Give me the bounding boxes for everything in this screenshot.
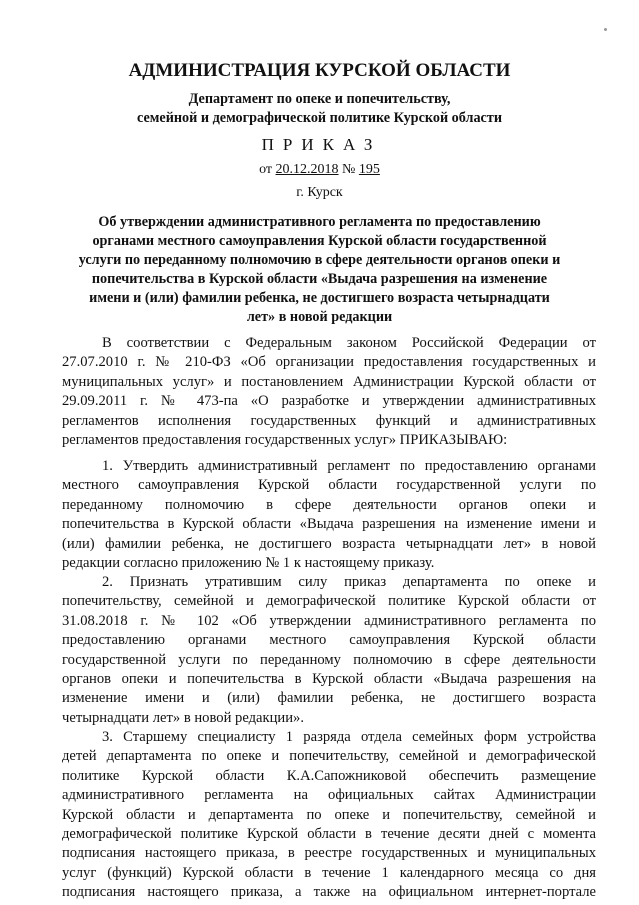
- text-line: административного регламента на официальных сайтах Администрации: [62, 787, 596, 804]
- text-line: регламентов исполнения государственных функций и административных: [62, 412, 596, 429]
- department-line: семейной и демографической политике Курской области: [136, 110, 502, 126]
- organization-heading: АДМИНИСТРАЦИЯ КУРСКОЙ ОБЛАСТИ: [128, 60, 511, 81]
- text-line: муниципальных услуг» и постановлением Администрации Курской области от: [62, 373, 596, 390]
- text-line: органов опеки и попечительства в Курской области «Выдача разрешения на: [62, 670, 596, 687]
- text-line: 27.07.2010 г. № 210-ФЗ «Об организации предоставления государственных и: [62, 354, 596, 371]
- text-line: редакции согласно приложению № 1 к настоящему приказу.: [62, 554, 435, 571]
- text-line: государственной услуги по переданному полномочию в сфере деятельности: [62, 651, 596, 668]
- text-line: попечительства в Курской области «Выдача разрешения на изменение имени и: [62, 516, 596, 533]
- text-line: 2. Признать утратившим силу приказ департамента по опеке и: [102, 574, 596, 590]
- text-line: 1. Утвердить административный регламент по предоставлению органами: [102, 458, 596, 474]
- text-line: В соответствии с Федеральным законом Российской Федерации от: [102, 335, 596, 351]
- text-line: (или) фамилии ребенка, не достигшего возраста четырнадцати лет» в новой: [62, 535, 596, 552]
- title-line: Об утверждении административного регламента по предоставлению: [98, 214, 541, 230]
- department-line: Департамент по опеке и попечительству,: [188, 91, 451, 107]
- number-sign: №: [342, 162, 356, 177]
- text-line: регламентов предоставления государственных услуг» ПРИКАЗЫВАЮ:: [62, 431, 508, 448]
- order-item-2: [62, 573, 596, 728]
- text-line: услуг (функций) Курской области в течение 1 календарного месяца со дня: [62, 864, 596, 881]
- title-line: органами местного самоуправления Курской области государственной: [92, 233, 547, 249]
- text-line: предоставлению органами местного самоуправления Курской области: [62, 632, 596, 649]
- scan-speck: [604, 28, 607, 31]
- title-line: попечительства в Курской области «Выдача разрешения на изменение: [91, 271, 548, 287]
- title-line: услуги по переданному полномочию в сфере деятельности органов опеки и: [78, 252, 561, 268]
- text-line: четырнадцати лет» в новой редакции».: [62, 709, 304, 726]
- text-line: попечительству, семейной и демографической политике Курской области от: [62, 593, 596, 610]
- text-line: подписания настоящего приказа, в реестре государственных и муниципальных: [62, 845, 596, 862]
- title-line: имени и (или) фамилии ребенка, не достигшего возраста четырнадцати: [89, 290, 550, 306]
- order-item-3: [62, 728, 596, 903]
- text-line: местного самоуправления Курской области государственной услуги по: [62, 477, 596, 494]
- text-line: Курской области и департамента по опеке и попечительству, семейной и: [62, 806, 596, 823]
- order-item-1: [62, 457, 596, 573]
- title-line: лет» в новой редакции: [246, 309, 393, 325]
- order-number: 195: [358, 162, 380, 177]
- text-line: детей департамента по опеке и попечительству, семейной и демографической: [62, 748, 596, 765]
- text-line: политике Курской области К.А.Сапожниковой обеспечить размещение: [62, 767, 596, 784]
- city: г. Курск: [296, 185, 343, 200]
- text-line: изменение имени и (или) фамилии ребенка, не достигшего возраста: [62, 690, 596, 707]
- text-line: переданному полномочию в сфере деятельности органов опеки и: [62, 496, 596, 513]
- text-line: 3. Старшему специалисту 1 разряда отдела семейных форм устройства: [102, 729, 596, 745]
- text-line: демографической политике Курской области в течение десяти дней с момента: [62, 825, 596, 842]
- order-title: [0, 213, 639, 327]
- text-line: 29.09.2011 г. № 473-па «О разработке и утверждении административных: [62, 393, 596, 410]
- date-line: [0, 162, 639, 178]
- department-heading: [0, 90, 639, 128]
- order-date: 20.12.2018: [275, 162, 339, 177]
- date-prefix: от: [259, 162, 273, 177]
- text-line: 31.08.2018 г. № 102 «Об утверждении административного регламента по: [62, 612, 596, 629]
- text-line: подписания настоящего приказа, а также на официальном интернет-портале: [62, 884, 596, 901]
- doc-type: ПРИКАЗ: [261, 135, 382, 154]
- preamble: [62, 334, 596, 450]
